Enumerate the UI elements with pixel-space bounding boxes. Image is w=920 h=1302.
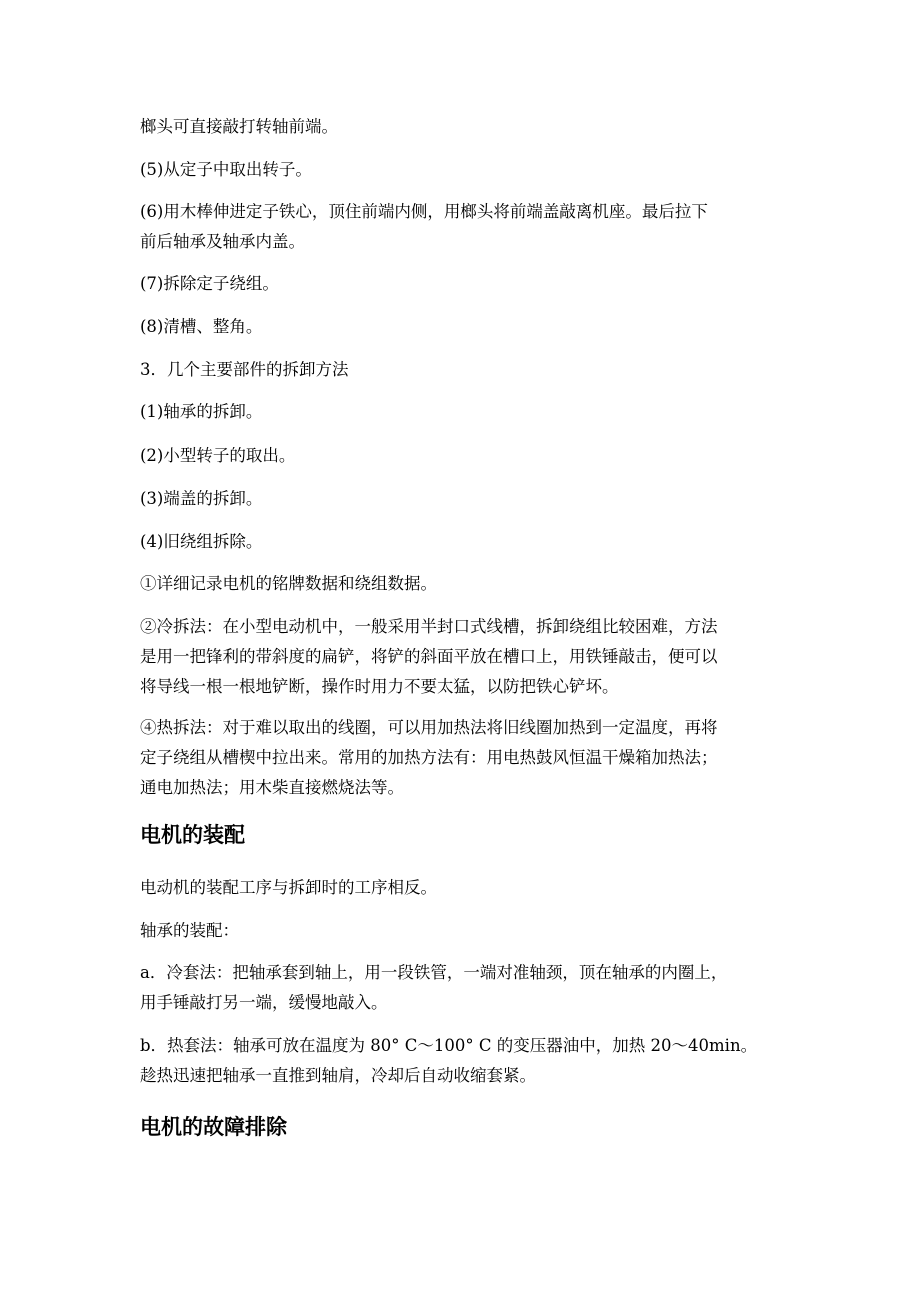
step-6 — [140, 197, 790, 257]
text-line: 将导线一根一根地铲断，操作时用力不要太猛，以防把铁心铲坏。 — [140, 677, 619, 696]
bearing-assembly-label — [140, 916, 790, 946]
paragraph-continued — [140, 112, 790, 142]
note-4-hot-removal — [140, 713, 790, 803]
text-line: (7)拆除定子绕组。 — [140, 274, 279, 293]
text-line: 定子绕组从槽楔中拉出来。常用的加热方法有：用电热鼓风恒温干燥箱加热法； — [140, 748, 718, 767]
text-line: (1)轴承的拆卸。 — [140, 402, 263, 421]
part-1 — [140, 397, 790, 427]
part-4 — [140, 527, 790, 557]
text-line: (3)端盖的拆卸。 — [140, 489, 263, 508]
part-3 — [140, 484, 790, 514]
text-line: (4)旧绕组拆除。 — [140, 532, 263, 551]
text-line: ②冷拆法：在小型电动机中，一般采用半封口式线槽，拆卸绕组比较困难，方法 — [140, 617, 718, 636]
text-line: ④热拆法：对于难以取出的线圈，可以用加热法将旧线圈加热到一定温度，再将 — [140, 718, 718, 737]
text-line: 电动机的装配工序与拆卸时的工序相反。 — [140, 878, 437, 897]
text-line: b．热套法：轴承可放在温度为 80° C～100° C 的变压器油中，加热 20～40min。 — [140, 1036, 758, 1055]
text-line: (6)用木棒伸进定子铁心，顶住前端内侧，用榔头将前端盖敲离机座。最后拉下 — [140, 202, 708, 221]
section-heading-troubleshooting: 电机的故障排除 — [140, 1115, 287, 1139]
step-7 — [140, 269, 790, 299]
method-b-hot-fit — [140, 1031, 790, 1091]
part-2 — [140, 441, 790, 471]
text-line: 用手锤敲打另一端，缓慢地敲入。 — [140, 993, 388, 1012]
text-line: (5)从定子中取出转子。 — [140, 160, 312, 179]
assembly-intro — [140, 873, 790, 903]
text-line: a．冷套法：把轴承套到轴上，用一段铁管，一端对准轴颈，顶在轴承的内圈上， — [140, 963, 728, 982]
step-5 — [140, 155, 790, 185]
note-2-cold-removal — [140, 612, 790, 702]
text-line: 榔头可直接敲打转轴前端。 — [140, 117, 338, 136]
text-line: (8)清槽、整角。 — [140, 317, 263, 336]
text-line: 趁热迅速把轴承一直推到轴肩，冷却后自动收缩套紧。 — [140, 1066, 536, 1085]
text-line: 通电加热法；用木柴直接燃烧法等。 — [140, 778, 404, 797]
section-heading-assembly: 电机的装配 — [140, 823, 245, 847]
text-line: 3．几个主要部件的拆卸方法 — [140, 360, 349, 379]
subheading-3 — [140, 355, 790, 385]
text-line: ①详细记录电机的铭牌数据和绕组数据。 — [140, 574, 437, 593]
text-line: 轴承的装配： — [140, 921, 239, 940]
text-line: (2)小型转子的取出。 — [140, 446, 296, 465]
text-line: 前后轴承及轴承内盖。 — [140, 232, 305, 251]
method-a-cold-fit — [140, 958, 790, 1018]
step-8 — [140, 312, 790, 342]
text-line: 是用一把锋利的带斜度的扁铲，将铲的斜面平放在槽口上，用铁锤敲击，便可以 — [140, 647, 718, 666]
note-1 — [140, 569, 790, 599]
